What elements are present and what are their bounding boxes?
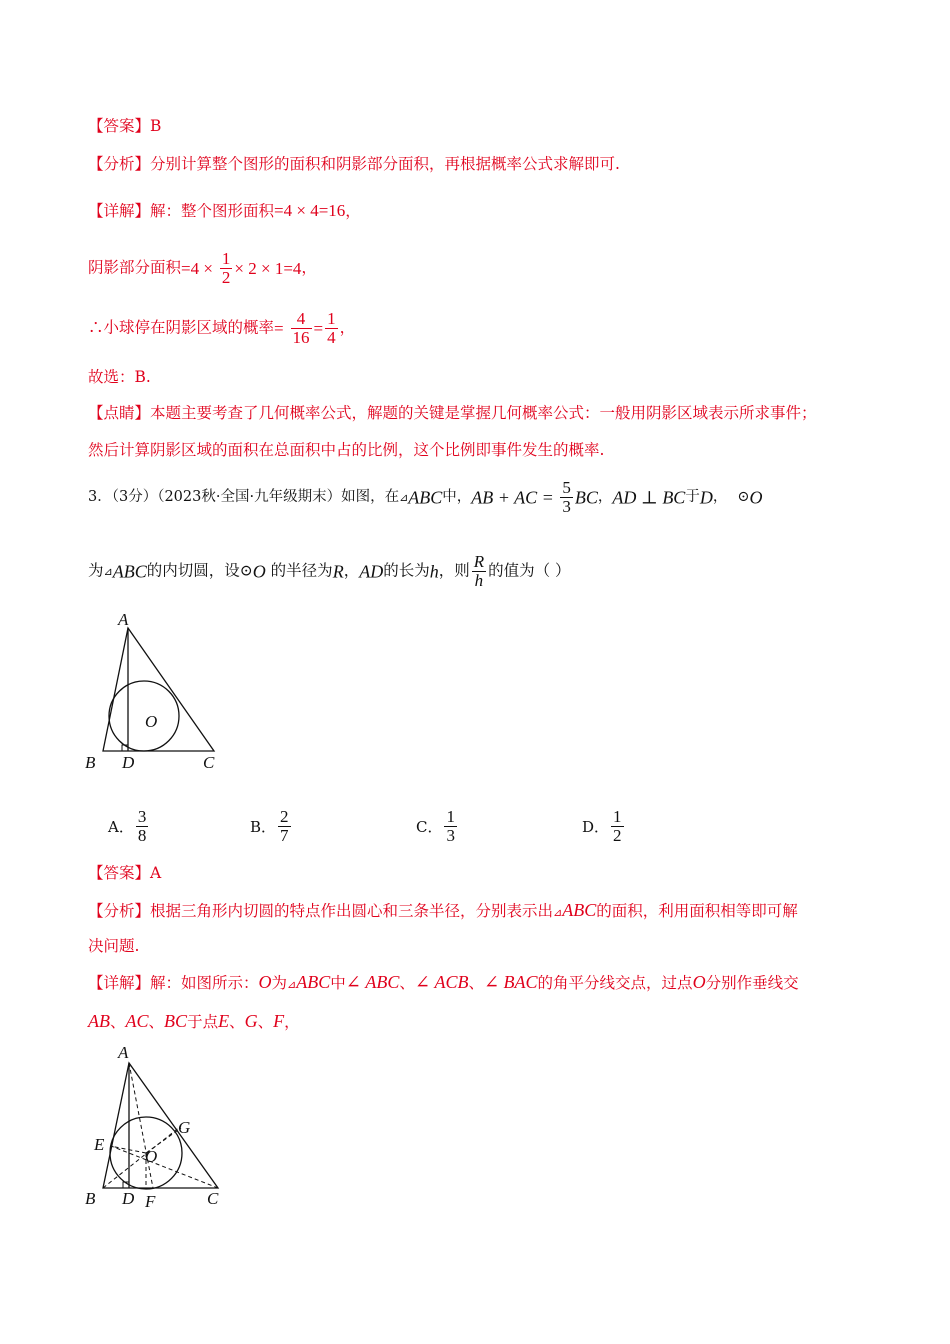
comment-text-2: 然后计算阴影区域的面积在总面积中占的比例，这个比例即事件发生的概率. [88,441,605,459]
analysis-line-2b: 决问题. [88,937,140,955]
detail-line-2a: 【详解】解：如图所示：O为⊿ABC中∠ ABC、∠ ACB、∠ BAC的角平分线交点，过点O分别作垂线交 [88,972,799,992]
q3-rh-fraction: $\frac{R}{h}$ [473,552,485,590]
detail-line-2b: AB、AC、BC于点E、G、F， [88,1011,300,1031]
label-e: E [94,1135,105,1154]
label-o: O [145,712,158,731]
prob-fraction-2: $\frac{1}{4}$ [327,309,336,347]
detail-line-1 [88,202,361,220]
detail-text: 解：整个图形面积 [150,202,275,220]
detail-end: ， [345,202,361,220]
answer-value: B [150,117,162,135]
answer-line-1 [88,119,161,135]
comment-line-2 [88,443,604,459]
option-d-fraction: $\frac{1}{2}$ [613,807,622,845]
label-c: C [203,753,215,772]
comment-tag: 【点睛】 [88,404,151,422]
shadow-expr-a: =4 × [181,258,213,278]
detail-tag: 【详解】 [88,202,151,220]
label-g: G [178,1118,191,1137]
label-a-2: A [118,1043,129,1062]
option-a[interactable]: A． $\frac{3}{8}$ [108,807,147,845]
detail-expr: =4 × 4=16 [274,201,346,220]
analysis-line-1 [88,157,620,173]
label-c-2: C [207,1189,219,1208]
option-c-fraction: $\frac{1}{3}$ [446,807,455,845]
label-o-2: O [145,1147,158,1166]
analysis-line-2a: 【分析】根据三角形内切圆的特点作出圆心和三条半径，分别表示出⊿ABC的面积，利用面积相等即可解 [88,900,798,920]
shadow-end: ， [301,258,317,277]
analysis-text: 分别计算整个图形的面积和阴影部分面积，再根据概率公式求解即可. [150,155,620,173]
choose-line: 故选：B. [88,368,151,386]
label-b: B [85,753,96,772]
question-3-line-1: 3．（3分）（2023秋·全国·九年级期末）如图，在⊿ABC中，AB + AC = $\frac{5}{3}$ BC，AD ⊥ BC于D， ⊙O [88,478,763,516]
incircle [109,681,179,751]
shadow-area-line [88,250,317,287]
triangle-abc-2 [103,1063,218,1188]
probability-line [88,310,355,347]
label-a: A [118,610,129,629]
prob-eq-2: = [313,318,324,338]
label-d-2: D [122,1189,135,1208]
figure-incircle-triangle [80,605,240,775]
q3-fraction: $\frac{5}{3}$ [562,478,571,516]
prob-label: ∴小球停在阴影区域的概率 [88,318,275,337]
option-d[interactable]: D． $\frac{1}{2}$ [582,807,622,845]
label-b-2: B [85,1189,96,1208]
label-d: D [122,753,135,772]
prob-eq: = [274,318,284,338]
option-b[interactable]: B． $\frac{2}{7}$ [250,807,289,845]
radius-oe [110,1146,146,1153]
q3-number: 3．（3分）（2023秋·全国·九年级期末）如图，在 [88,489,400,506]
comment-text-1: 本题主要考查了几何概率公式，解题的关键是掌握几何概率公式：一般用阴影区域表示所求事件； [150,404,817,422]
bisector-a [129,1063,153,1188]
figure-incircle-bisectors [80,1040,240,1215]
option-c[interactable]: C． $\frac{1}{3}$ [416,807,455,845]
option-b-fraction: $\frac{2}{7}$ [280,807,289,845]
shadow-label: 阴影部分面积 [88,258,182,277]
question-3-line-2: 为⊿ABC的内切圆，设⊙O 的半径为R，AD的长为h，则 $\frac{R}{h}$ 的值为（ ） [88,552,571,590]
label-f: F [145,1192,156,1211]
answer-value-2: A [150,864,162,882]
answer-line-2: 【答案】A [88,864,162,882]
shadow-expr-b: × 2 × 1=4 [234,258,302,278]
triangle-abc [103,628,214,751]
answer-tag: 【答案】 [88,117,151,135]
prob-end: ， [339,318,356,337]
prob-fraction-1: $\frac{4}{16}$ [292,309,310,347]
option-a-fraction: $\frac{3}{8}$ [137,807,147,845]
analysis-tag: 【分析】 [88,155,151,173]
comment-line-1 [88,406,817,422]
shadow-fraction: $\frac{1}{2}$ [221,249,231,287]
